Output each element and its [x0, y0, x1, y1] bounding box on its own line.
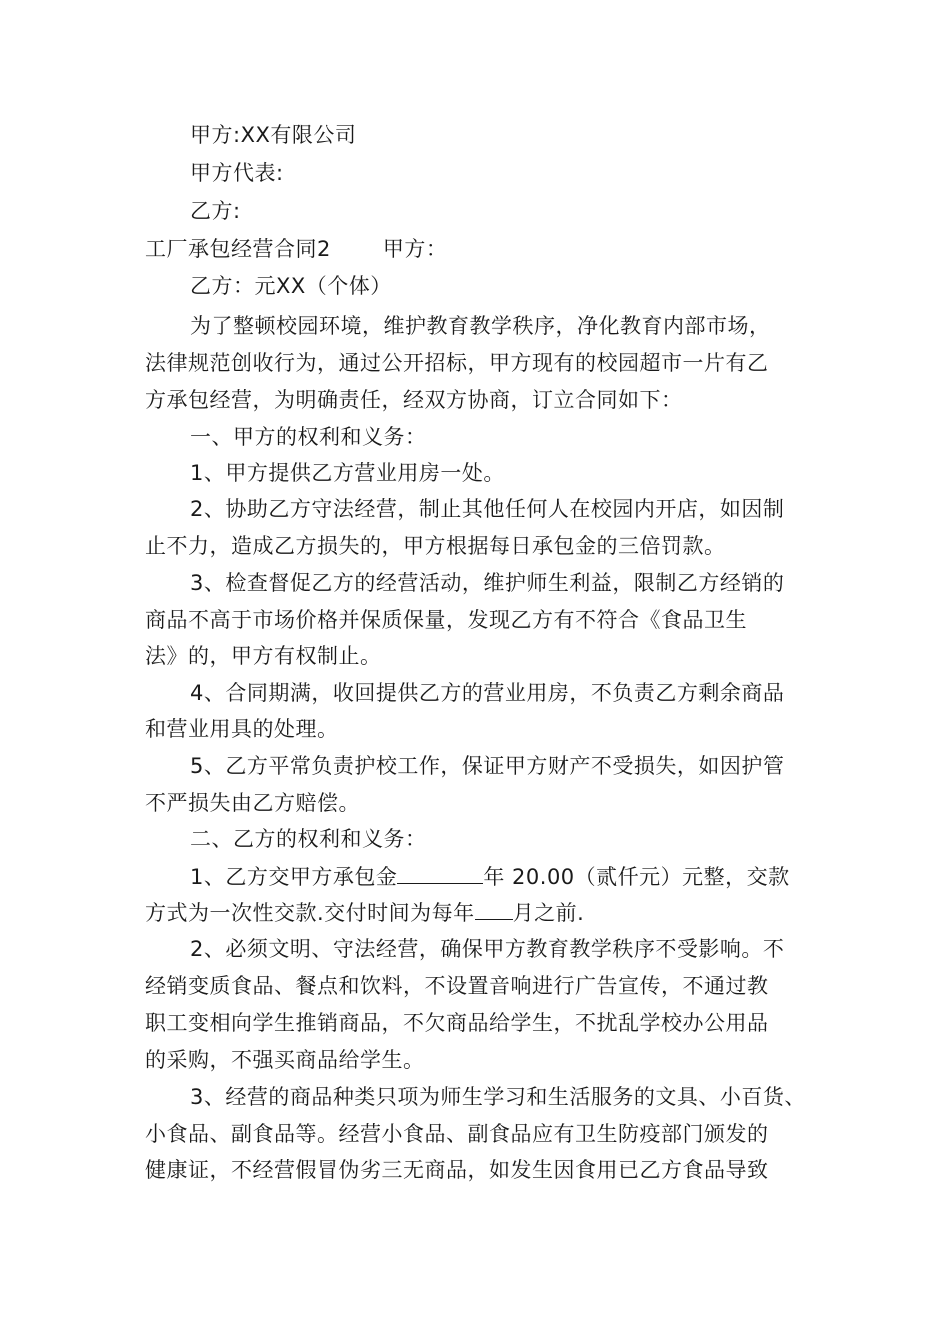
section-heading: 一、甲方的权利和义务： — [190, 425, 427, 449]
clause-line: 法》的，甲方有权制止。 — [145, 644, 382, 668]
clause-line: 小食品、副食品等。经营小食品、副食品应有卫生防疫部门颁发的 — [145, 1122, 769, 1146]
clause-line — [190, 863, 790, 890]
clause-text: 月之前. — [512, 901, 585, 925]
title-line — [145, 236, 447, 262]
section-heading: 二、乙方的权利和义务： — [190, 827, 427, 851]
party-b-detail: 乙方：元XX（个体） — [190, 274, 392, 298]
intro-line: 为了整顿校园环境，维护教育教学秩序，净化教育内部市场， — [190, 314, 771, 338]
clause-line: 商品不高于市场价格并保质保量，发现乙方有不符合《食品卫生 — [145, 608, 747, 632]
clause-line: 3、检查督促乙方的经营活动，维护师生利益，限制乙方经销的 — [190, 571, 785, 595]
party-a-line: 甲方:XX有限公司 — [190, 123, 357, 147]
clause-line: 的采购，不强买商品给学生。 — [145, 1048, 425, 1072]
clause-line: 5、乙方平常负责护校工作，保证甲方财产不受损失，如因护管 — [190, 754, 785, 778]
clause-line: 止不力，造成乙方损失的，甲方根据每日承包金的三倍罚款。 — [145, 534, 726, 558]
clause-line: 职工变相向学生推销商品，不欠商品给学生，不扰乱学校办公用品 — [145, 1011, 769, 1035]
title-party-a: 甲方： — [382, 237, 448, 261]
intro-line: 法律规范创收行为，通过公开招标，甲方现有的校园超市一片有乙 — [145, 351, 769, 375]
clause-line: 4、合同期满，收回提供乙方的营业用房，不负责乙方剩余商品 — [190, 681, 785, 705]
fill-blank — [475, 899, 513, 920]
contract-title: 工厂承包经营合同2 — [145, 237, 331, 261]
intro-line: 方承包经营，为明确责任，经双方协商，订立合同如下： — [145, 388, 683, 412]
fill-blank — [397, 863, 483, 884]
party-a-rep-line: 甲方代表: — [190, 161, 284, 185]
clause-line: 2、必须文明、守法经营，确保甲方教育教学秩序不受影响。不 — [190, 937, 785, 961]
clause-line: 不严损失由乙方赔偿。 — [145, 791, 360, 815]
clause-text: 方式为一次性交款.交付时间为每年 — [145, 901, 475, 925]
clause-text: 1、乙方交甲方承包金 — [190, 865, 398, 889]
clause-line: 2、协助乙方守法经营，制止其他任何人在校园内开店，如因制 — [190, 497, 785, 521]
clause-line — [145, 899, 584, 926]
clause-text: 年 20.00（贰仟元）元整，交款 — [483, 865, 790, 889]
clause-line: 经销变质食品、餐点和饮料，不设置音响进行广告宣传，不通过教 — [145, 974, 769, 998]
clause-line: 3、经营的商品种类只项为师生学习和生活服务的文具、小百货、 — [190, 1085, 806, 1109]
clause-line: 健康证，不经营假冒伪劣三无商品，如发生因食用已乙方食品导致 — [145, 1158, 769, 1182]
clause-line: 和营业用具的处理。 — [145, 717, 339, 741]
party-b-line: 乙方: — [190, 199, 241, 223]
clause-line: 1、甲方提供乙方营业用房一处。 — [190, 461, 505, 485]
